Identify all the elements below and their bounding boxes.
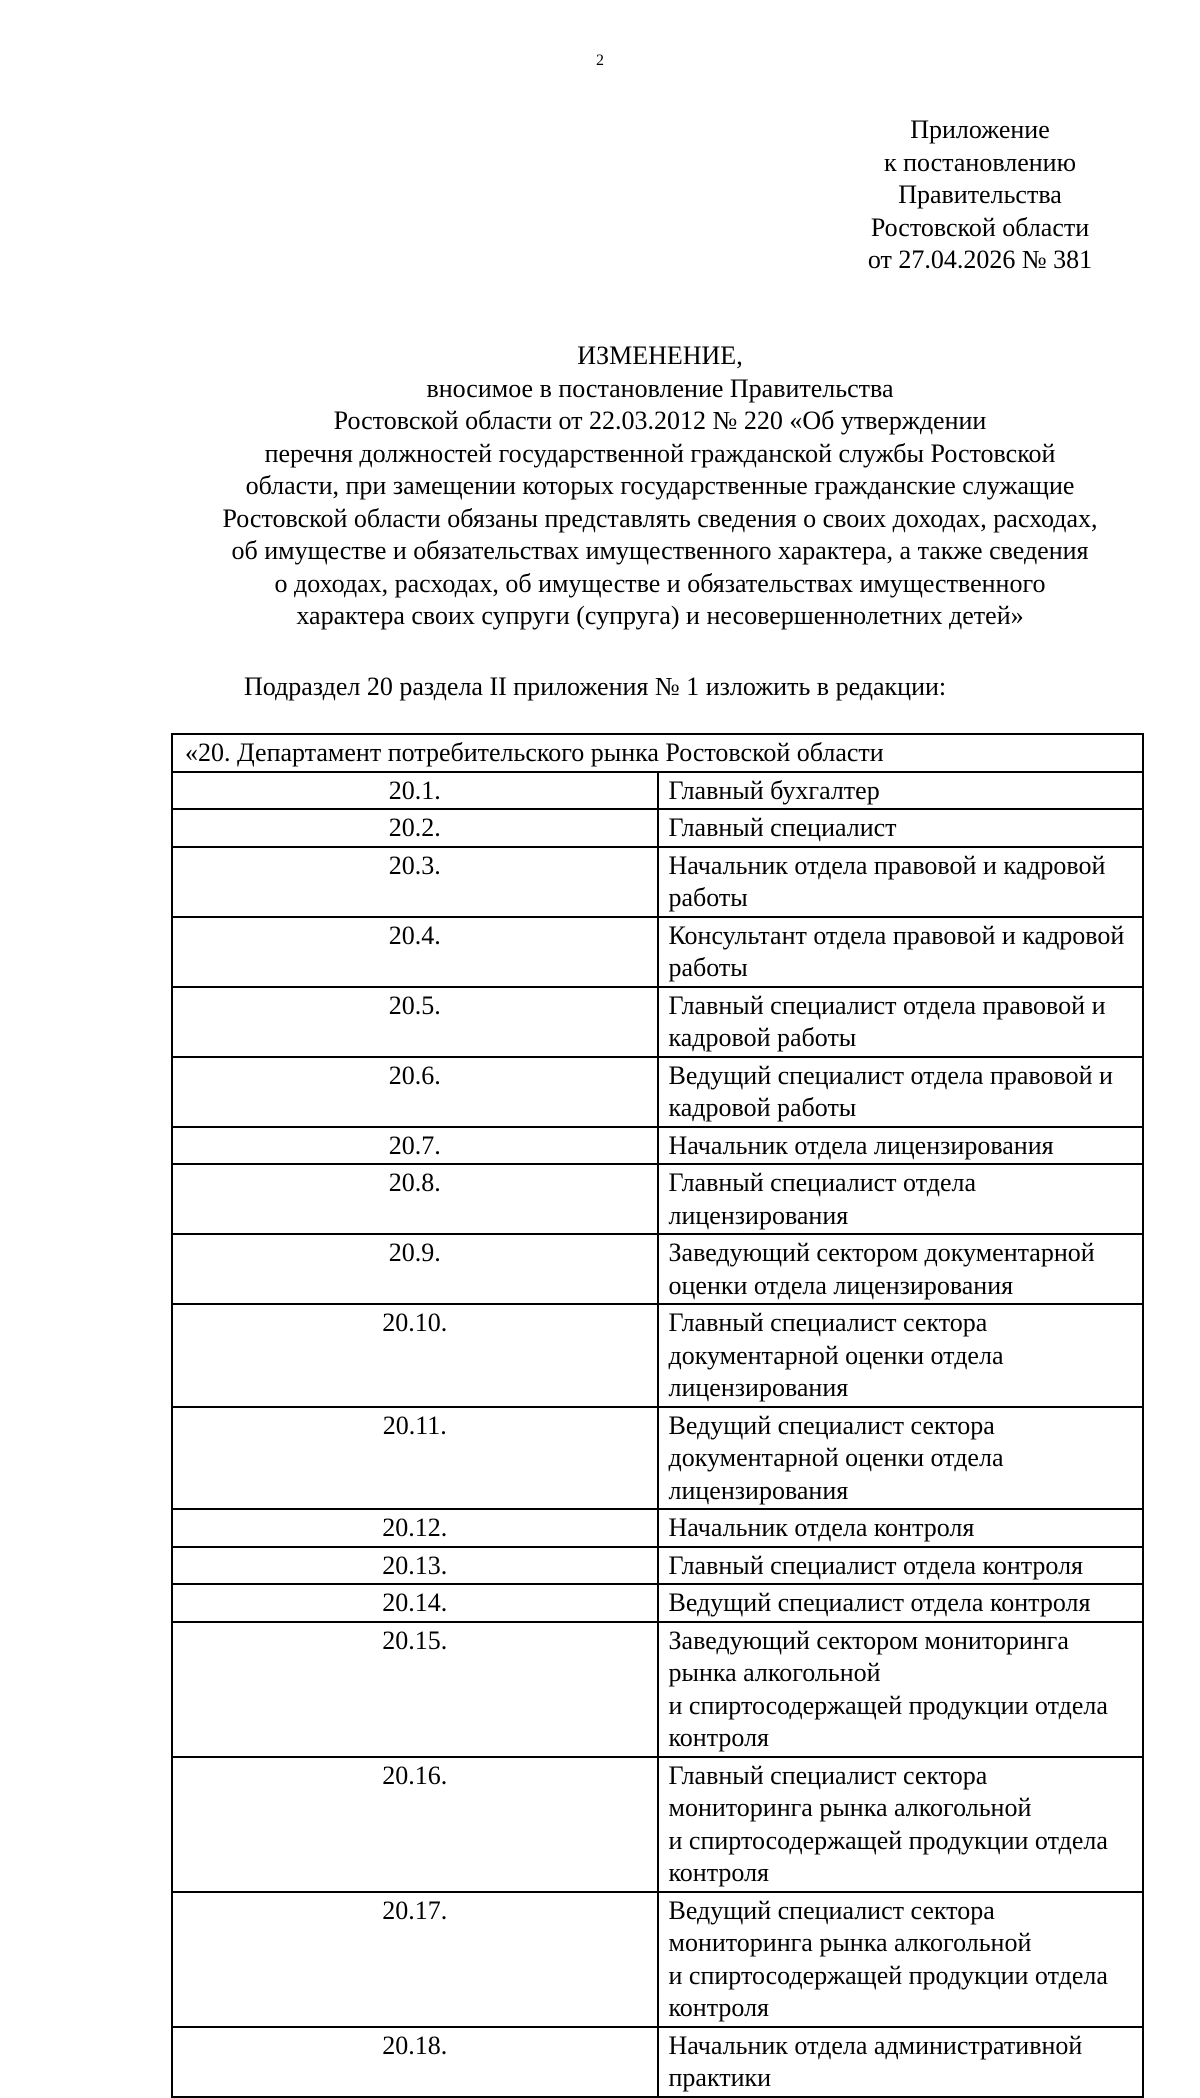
heading-line: Ростовской области обязаны представлять сведения о своих доходах, расходах, <box>222 503 1098 533</box>
position-title: Главный специалист сектора документарной оценки отдела лицензирования <box>658 1304 1144 1407</box>
position-number: 20.9. <box>172 1234 658 1304</box>
document-heading <box>160 340 1160 633</box>
table-row <box>172 1509 1143 1547</box>
position-number: 20.8. <box>172 1164 658 1234</box>
position-number: 20.16. <box>172 1757 658 1892</box>
page-number: 2 <box>596 52 604 69</box>
table-row <box>172 772 1143 810</box>
appendix-line: Правительства <box>898 180 1062 209</box>
table-row <box>172 809 1143 847</box>
table-row <box>172 917 1143 987</box>
position-number: 20.11. <box>172 1407 658 1510</box>
position-title: Консультант отдела правовой и кадровой работы <box>658 917 1144 987</box>
position-number: 20.18. <box>172 2027 658 2097</box>
appendix-block <box>840 114 1120 277</box>
appendix-line: от 27.04.2026 № 381 <box>867 245 1093 274</box>
table-row <box>172 1892 1143 2027</box>
table-row <box>172 1584 1143 1622</box>
heading-line: о доходах, расходах, об имуществе и обязательствах имущественного <box>274 568 1046 598</box>
position-number: 20.7. <box>172 1127 658 1165</box>
heading-line: области, при замещении которых государственные гражданские служащие <box>245 471 1075 500</box>
position-number: 20.2. <box>172 809 658 847</box>
table-row <box>172 1164 1143 1234</box>
position-number: 20.6. <box>172 1057 658 1127</box>
heading-line: характера своих супруги (супруга) и несовершеннолетних детей» <box>296 601 1024 630</box>
heading-line: вносимое в постановление Правительства <box>426 373 894 403</box>
appendix-line: Ростовской области <box>870 212 1090 242</box>
table-row <box>172 1127 1143 1165</box>
instruction-text: Подраздел 20 раздела II приложения № 1 изложить в редакции: <box>244 672 947 701</box>
table-row <box>172 1622 1143 1757</box>
position-number: 20.10. <box>172 1304 658 1407</box>
department-row <box>172 734 1143 772</box>
position-title: Главный специалист <box>658 809 1144 847</box>
heading-line: об имуществе и обязательствах имущественного характера, а также сведения <box>231 536 1089 565</box>
position-title: Начальник отдела правовой и кадровой работы <box>658 847 1144 917</box>
table-row <box>172 987 1143 1057</box>
position-title: Заведующий сектором документарной оценки отдела лицензирования <box>658 1234 1144 1304</box>
positions-table <box>171 733 1144 2098</box>
position-number: 20.1. <box>172 772 658 810</box>
position-title: Начальник отдела лицензирования <box>658 1127 1144 1165</box>
department-cell: «20. Департамент потребительского рынка Ростовской области <box>172 734 1143 772</box>
appendix-line: к постановлению <box>883 147 1077 177</box>
table-row <box>172 2027 1143 2097</box>
position-title: Начальник отдела контроля <box>658 1509 1144 1547</box>
position-title: Ведущий специалист отдела контроля <box>658 1584 1144 1622</box>
position-title: Главный специалист отдела контроля <box>658 1547 1144 1585</box>
heading-line: Ростовской области от 22.03.2012 № 220 «Об утверждении <box>333 406 987 435</box>
position-title: Ведущий специалист сектора документарной оценки отдела лицензирования <box>658 1407 1144 1510</box>
table-row <box>172 1757 1143 1892</box>
table-row <box>172 847 1143 917</box>
position-number: 20.13. <box>172 1547 658 1585</box>
position-title: Заведующий сектором мониторинга рынка алкогольной и спиртосодержащей продукции отдела контроля <box>658 1622 1144 1757</box>
position-number: 20.15. <box>172 1622 658 1757</box>
position-number: 20.14. <box>172 1584 658 1622</box>
position-number: 20.12. <box>172 1509 658 1547</box>
position-title: Главный бухгалтер <box>658 772 1144 810</box>
position-title: Главный специалист сектора мониторинга рынка алкогольной и спиртосодержащей продукции отдела контроля <box>658 1757 1144 1892</box>
position-number: 20.4. <box>172 917 658 987</box>
position-number: 20.3. <box>172 847 658 917</box>
table-row <box>172 1234 1143 1304</box>
position-number: 20.5. <box>172 987 658 1057</box>
table-row <box>172 1407 1143 1510</box>
position-title: Ведущий специалист отдела правовой и кадровой работы <box>658 1057 1144 1127</box>
position-number: 20.17. <box>172 1892 658 2027</box>
position-title: Главный специалист отдела лицензирования <box>658 1164 1144 1234</box>
heading-line: перечня должностей государственной гражданской службы Ростовской <box>264 438 1056 468</box>
table-row <box>172 1057 1143 1127</box>
position-title: Главный специалист отдела правовой и кадровой работы <box>658 987 1144 1057</box>
appendix-line: Приложение <box>910 115 1050 144</box>
heading-title: ИЗМЕНЕНИЕ, <box>577 341 743 370</box>
table-row <box>172 1547 1143 1585</box>
position-title: Ведущий специалист сектора мониторинга рынка алкогольной и спиртосодержащей продукции отдела контроля <box>658 1892 1144 2027</box>
table-row <box>172 1304 1143 1407</box>
position-title: Начальник отдела административной практики <box>658 2027 1144 2097</box>
